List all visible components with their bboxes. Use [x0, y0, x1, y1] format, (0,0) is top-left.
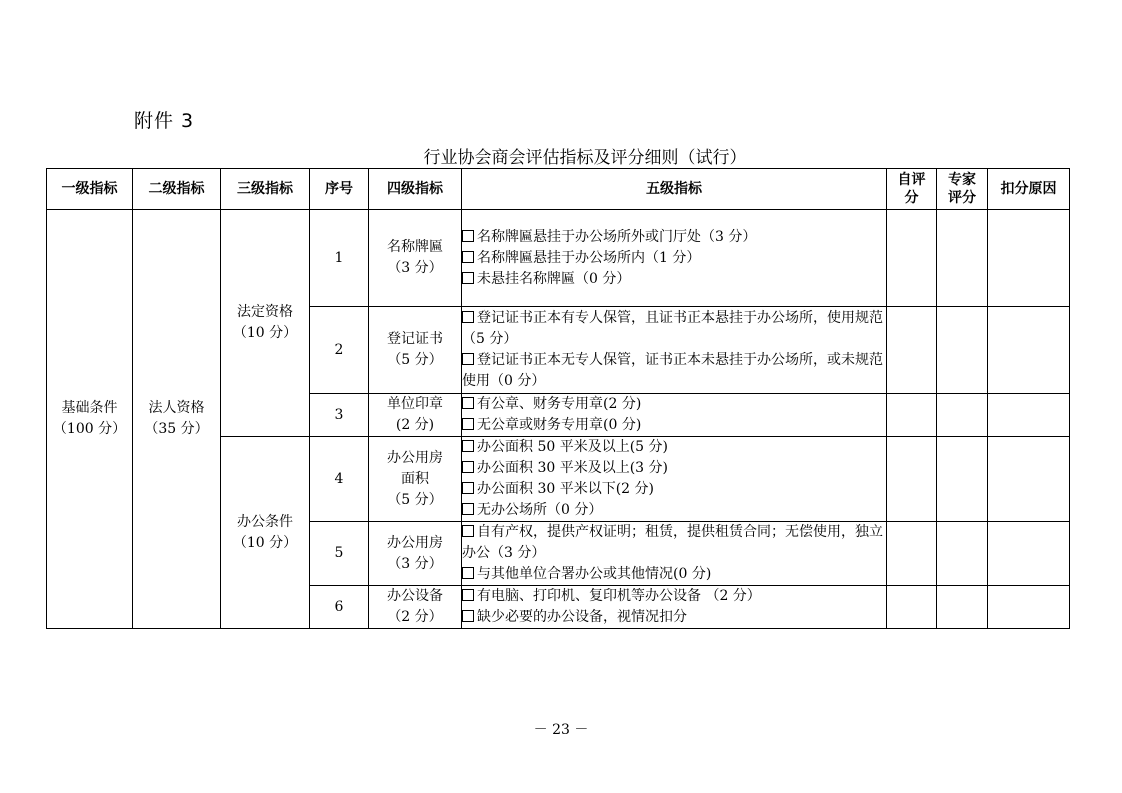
level5-cell — [462, 586, 887, 629]
option-item — [462, 248, 886, 269]
level4-line: （3 分） — [387, 555, 443, 572]
header-level5: 五级指标 — [462, 169, 887, 210]
level5-cell — [462, 437, 887, 522]
checkbox-icon[interactable] — [462, 610, 474, 622]
level3-cell — [221, 210, 310, 437]
seq-cell: 3 — [310, 394, 369, 437]
option-item — [462, 308, 886, 350]
checkbox-icon[interactable] — [462, 230, 474, 242]
option-text: 登记证书正本无专人保管，证书正本未悬挂于办公场所，或未规范使用（0 分） — [462, 352, 883, 389]
level3-score: （10 分） — [232, 534, 298, 551]
header-self-score-line2: 分 — [904, 190, 919, 206]
level3-name: 办公条件 — [237, 513, 293, 530]
option-text: 与其他单位合署办公或其他情况(0 分) — [477, 566, 712, 582]
option-text: 无办公场所（0 分） — [477, 502, 603, 518]
level5-cell — [462, 522, 887, 586]
option-item — [462, 500, 886, 521]
expert-score-cell[interactable] — [937, 437, 988, 522]
level4-line: （3 分） — [387, 260, 443, 276]
option-item — [462, 522, 886, 564]
checkbox-icon[interactable] — [462, 418, 474, 430]
level2-cell — [133, 210, 221, 629]
level5-cell — [462, 307, 887, 394]
option-text: 名称牌匾悬挂于办公场所外或门厅处（3 分） — [477, 228, 757, 245]
option-text: 有公章、财务专用章(2 分) — [477, 396, 642, 412]
level4-cell — [369, 394, 462, 437]
checkbox-icon[interactable] — [462, 482, 474, 494]
level3-name: 法定资格 — [237, 304, 293, 320]
expert-score-cell[interactable] — [937, 522, 988, 586]
level3-score: （10 分） — [232, 325, 298, 341]
header-deduct-reason: 扣分原因 — [988, 169, 1070, 210]
option-text: 未悬挂名称牌匾（0 分） — [477, 270, 631, 287]
deduct-reason-cell[interactable] — [988, 586, 1070, 629]
deduct-reason-cell[interactable] — [988, 437, 1070, 522]
option-item — [462, 394, 886, 415]
checkbox-icon[interactable] — [462, 272, 474, 284]
self-score-cell[interactable] — [887, 210, 937, 307]
level4-line: 办公用房 — [387, 534, 443, 551]
option-item — [462, 350, 886, 392]
option-item — [462, 564, 886, 585]
level1-name: 基础条件 — [61, 400, 118, 416]
option-item — [462, 415, 886, 436]
header-expert-score-line2: 评分 — [948, 190, 976, 206]
attachment-label: 附件 3 — [134, 110, 195, 132]
level4-line: 登记证书 — [387, 331, 443, 347]
seq-cell: 4 — [310, 437, 369, 522]
checkbox-icon[interactable] — [462, 589, 474, 601]
option-text: 自有产权，提供产权证明；租赁，提供租赁合同；无偿使用，独立办公（3 分） — [462, 524, 883, 561]
level1-cell — [47, 210, 133, 629]
level4-cell — [369, 307, 462, 394]
option-item — [462, 479, 886, 500]
header-level1: 一级指标 — [47, 169, 133, 210]
level4-line: (2 分) — [395, 417, 435, 433]
self-score-cell[interactable] — [887, 522, 937, 586]
option-text: 名称牌匾悬挂于办公场所内（1 分） — [477, 249, 701, 266]
option-item — [462, 586, 886, 607]
checkbox-icon[interactable] — [462, 567, 474, 579]
level4-line: （2 分） — [387, 609, 443, 625]
header-level3: 三级指标 — [221, 169, 310, 210]
deduct-reason-cell[interactable] — [988, 394, 1070, 437]
level4-cell — [369, 210, 462, 307]
checkbox-icon[interactable] — [462, 353, 474, 365]
option-text: 缺少必要的办公设备，视情况扣分 — [477, 609, 687, 625]
level4-line: 办公用房 — [387, 449, 443, 466]
checkbox-icon[interactable] — [462, 251, 474, 263]
self-score-cell[interactable] — [887, 307, 937, 394]
header-seq: 序号 — [310, 169, 369, 210]
level2-name: 法人资格 — [148, 400, 205, 416]
seq-cell: 1 — [310, 210, 369, 307]
self-score-cell[interactable] — [887, 437, 937, 522]
level4-line: （5 分） — [387, 352, 443, 368]
seq-cell: 5 — [310, 522, 369, 586]
header-row — [47, 169, 1070, 210]
level5-cell — [462, 394, 887, 437]
header-level4: 四级指标 — [369, 169, 462, 210]
level4-line: 名称牌匾 — [387, 239, 443, 255]
level4-line: 办公设备 — [387, 588, 443, 604]
seq-cell: 6 — [310, 586, 369, 629]
expert-score-cell[interactable] — [937, 307, 988, 394]
self-score-cell[interactable] — [887, 394, 937, 437]
self-score-cell[interactable] — [887, 586, 937, 629]
page-number: － 23 － — [533, 722, 589, 738]
checkbox-icon[interactable] — [462, 503, 474, 515]
seq-cell: 2 — [310, 307, 369, 394]
expert-score-cell[interactable] — [937, 394, 988, 437]
level1-score: （100 分） — [52, 421, 127, 437]
header-self-score — [887, 169, 937, 210]
checkbox-icon[interactable] — [462, 440, 474, 452]
checkbox-icon[interactable] — [462, 461, 474, 473]
option-item — [462, 458, 886, 479]
option-item — [462, 607, 886, 628]
evaluation-table — [46, 168, 1070, 629]
option-text: 无公章或财务专用章(0 分) — [477, 417, 642, 433]
deduct-reason-cell[interactable] — [988, 210, 1070, 307]
option-text: 有电脑、打印机、复印机等办公设备 （2 分） — [477, 588, 761, 604]
header-expert-score-line1: 专家 — [948, 172, 976, 188]
option-item — [462, 269, 886, 290]
level4-cell — [369, 437, 462, 522]
header-self-score-line1: 自评 — [897, 172, 926, 188]
level4-line: 面积 — [401, 470, 429, 487]
checkbox-icon[interactable] — [462, 525, 474, 537]
level4-line: （5 分） — [387, 491, 443, 508]
level4-cell — [369, 586, 462, 629]
header-expert-score — [937, 169, 988, 210]
header-level2: 二级指标 — [133, 169, 221, 210]
option-item — [462, 437, 886, 458]
deduct-reason-cell[interactable] — [988, 307, 1070, 394]
level2-score: （35 分） — [144, 421, 209, 437]
expert-score-cell[interactable] — [937, 210, 988, 307]
option-text: 办公面积 50 平米及以上(5 分) — [477, 439, 668, 455]
expert-score-cell[interactable] — [937, 586, 988, 629]
checkbox-icon[interactable] — [462, 311, 474, 323]
table-row — [47, 210, 1070, 307]
document-title: 行业协会商会评估指标及评分细则（试行） — [423, 148, 747, 168]
option-item — [462, 227, 886, 248]
level5-cell — [462, 210, 887, 307]
level4-cell — [369, 522, 462, 586]
option-text: 办公面积 30 平米以下(2 分) — [477, 481, 654, 497]
level4-line: 单位印章 — [387, 396, 443, 412]
option-text: 办公面积 30 平米及以上(3 分) — [477, 460, 668, 476]
option-text: 登记证书正本有专人保管，且证书正本悬挂于办公场所，使用规范（5 分） — [462, 310, 883, 347]
deduct-reason-cell[interactable] — [988, 522, 1070, 586]
level3-cell — [221, 437, 310, 629]
checkbox-icon[interactable] — [462, 397, 474, 409]
